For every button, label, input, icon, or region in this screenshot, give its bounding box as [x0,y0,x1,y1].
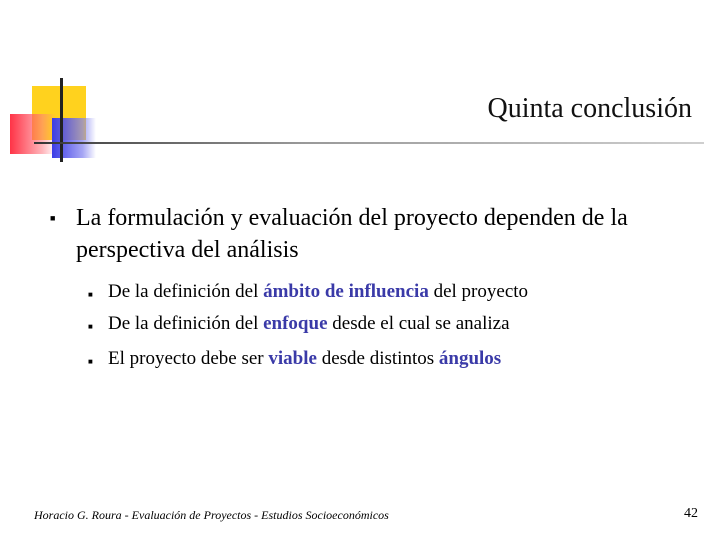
slide-title: Quinta conclusión [487,93,692,124]
decorative-vertical-line [60,78,63,162]
main-bullet-text: La formulación y evaluación del proyecto dependen de la perspectiva del análisis [76,205,628,263]
sub-bullet-2-text-b: desde el cual se analiza [327,313,510,334]
sub-bullet-3-text-b: desde distintos [316,348,439,369]
page-number: 42 [684,506,698,521]
sub-bullet-1-text-a: De la definición del [108,281,264,302]
title-underline [34,142,704,144]
sub-bullet-3-highlight-b: ángulos [438,348,502,369]
sub-bullet-1-text-b: del proyecto [428,281,529,302]
bullet-icon: ■ [50,213,56,223]
sub-bullet-1-highlight: ámbito de influencia [263,281,429,302]
sub-bullet-2-text-a: De la definición del [108,313,264,334]
sub-bullet-icon: ■ [88,322,93,331]
sub-bullet-2 [108,313,510,335]
decorative-red-square [10,114,56,154]
sub-bullet-icon: ■ [88,290,93,299]
sub-bullet-2-highlight: enfoque [263,313,328,334]
footer-text: Horacio G. Roura - Evaluación de Proyectos - Estudios Socioeconómicos [34,508,389,522]
sub-bullet-icon: ■ [88,357,93,366]
sub-bullet-3-highlight-a: viable [268,348,317,369]
decorative-blue-square [52,118,96,158]
sub-bullet-1 [108,281,528,303]
sub-bullet-3 [108,348,501,370]
sub-bullet-3-text-a: El proyecto debe ser [108,348,269,369]
